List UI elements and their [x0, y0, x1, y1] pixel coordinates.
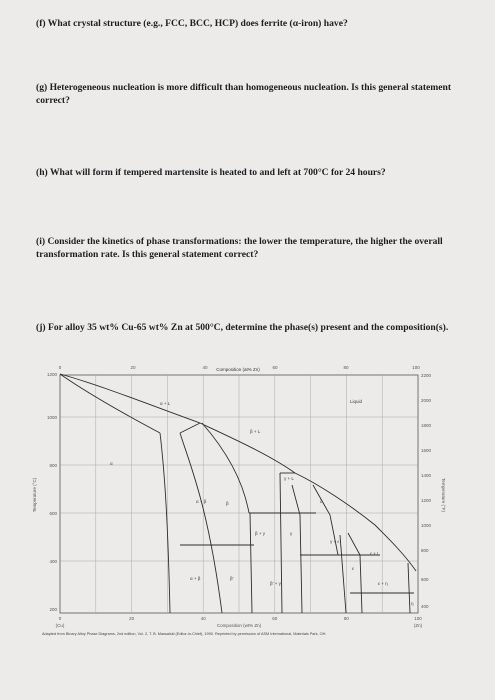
question-i: (i) Consider the kinetics of phase transformations: the lower the temperature, the higher the overall transformation rate. Is this general statement correct? — [36, 236, 443, 260]
top-tick-0: 0 — [58, 365, 62, 370]
right-tick-600: 600 — [421, 577, 429, 582]
label-beta-plus-gamma: β + γ — [255, 531, 265, 536]
right-tick-1600: 1600 — [421, 448, 432, 453]
left-axis-title: Temperature (°C) — [32, 477, 37, 513]
question-h: (h) What will form if tempered martensite is heated to and left at 700°C for 24 hours? — [36, 167, 386, 178]
bottom-left-label: (Cu) — [55, 623, 65, 628]
question-f: (f) What crystal structure (e.g., FCC, BCC, HCP) does ferrite (α-iron) have? — [36, 18, 348, 29]
left-tick-600: 600 — [49, 511, 57, 516]
label-epsilon-plus-l: ε + L — [370, 551, 380, 556]
label-beta-plus-l: β + L — [250, 429, 261, 434]
right-tick-2200: 2200 — [421, 373, 432, 378]
question-g: (g) Heterogeneous nucleation is more difficult than homogeneous nucleation. Is this general statement correct? — [36, 82, 452, 106]
bottom-tick-80: 80 — [343, 616, 349, 621]
bottom-tick-60: 60 — [272, 616, 278, 621]
right-tick-1200: 1200 — [421, 498, 432, 503]
right-axis-title: Temperature (°F) — [441, 477, 446, 513]
left-tick-200: 200 — [49, 607, 57, 612]
left-tick-1000: 1000 — [46, 415, 57, 420]
right-tick-2000: 2000 — [421, 398, 432, 403]
right-tick-800: 800 — [421, 548, 429, 553]
top-tick-80: 80 — [343, 365, 349, 370]
bottom-tick-20: 20 — [129, 616, 135, 621]
left-ticks — [47, 372, 58, 612]
right-tick-1400: 1400 — [421, 473, 432, 478]
left-tick-800: 800 — [49, 463, 57, 468]
label-beta: β — [226, 501, 229, 506]
label-eta: η — [411, 601, 414, 606]
right-tick-1800: 1800 — [421, 423, 432, 428]
bottom-axis-title: Composition (wt% Zn) — [216, 623, 262, 628]
bottom-tick-0: 0 — [58, 616, 62, 621]
right-tick-1000: 1000 — [421, 523, 432, 528]
source-note: Adapted from Binary Alloy Phase Diagrams, 2nd edition, Vol. 2, T. B. Massalski (Editor-in-Chief), 1990. Reprinted by permission of ASM International, Materials Park, OH. — [42, 632, 327, 636]
label-beta-prime-plus-gamma: β' + γ — [270, 581, 281, 586]
top-axis-title: Composition (at% Zn) — [216, 367, 260, 372]
left-tick-1200: 1200 — [46, 372, 57, 377]
label-alpha: α — [110, 461, 113, 466]
top-tick-100: 100 — [412, 365, 420, 370]
label-epsilon-plus-eta: ε + η — [378, 581, 388, 586]
label-epsilon: ε — [352, 566, 355, 571]
label-beta-prime: β' — [230, 576, 234, 581]
bottom-tick-40: 40 — [200, 616, 206, 621]
right-tick-400: 400 — [421, 604, 429, 609]
top-tick-60: 60 — [272, 365, 278, 370]
label-alpha-plus-beta-prime: α + β — [190, 576, 201, 581]
cu-zn-phase-diagram — [30, 355, 470, 647]
label-gamma-plus-l: γ + L — [284, 476, 294, 481]
phase-labels — [110, 399, 414, 606]
question-j: (j) For alloy 35 wt% Cu-65 wt% Zn at 500°C, determine the phase(s) present and the composition(s). — [36, 322, 449, 333]
label-gamma-plus-epsilon: γ + ε — [330, 539, 340, 544]
label-alpha-plus-l: α + L — [160, 401, 171, 406]
left-tick-400: 400 — [49, 559, 57, 564]
bottom-tick-100: 100 — [414, 616, 422, 621]
top-tick-20: 20 — [130, 365, 136, 370]
phase-boundaries — [60, 374, 416, 613]
label-liquid: Liquid — [350, 399, 363, 404]
bottom-ticks — [59, 616, 423, 621]
top-tick-40: 40 — [202, 365, 208, 370]
label-gamma: γ — [290, 531, 293, 536]
label-alpha-plus-beta: α + β — [196, 499, 207, 504]
bottom-right-label: (Zn) — [413, 623, 423, 628]
label-delta: δ — [320, 499, 323, 504]
grid — [60, 375, 418, 613]
right-ticks — [421, 373, 432, 609]
